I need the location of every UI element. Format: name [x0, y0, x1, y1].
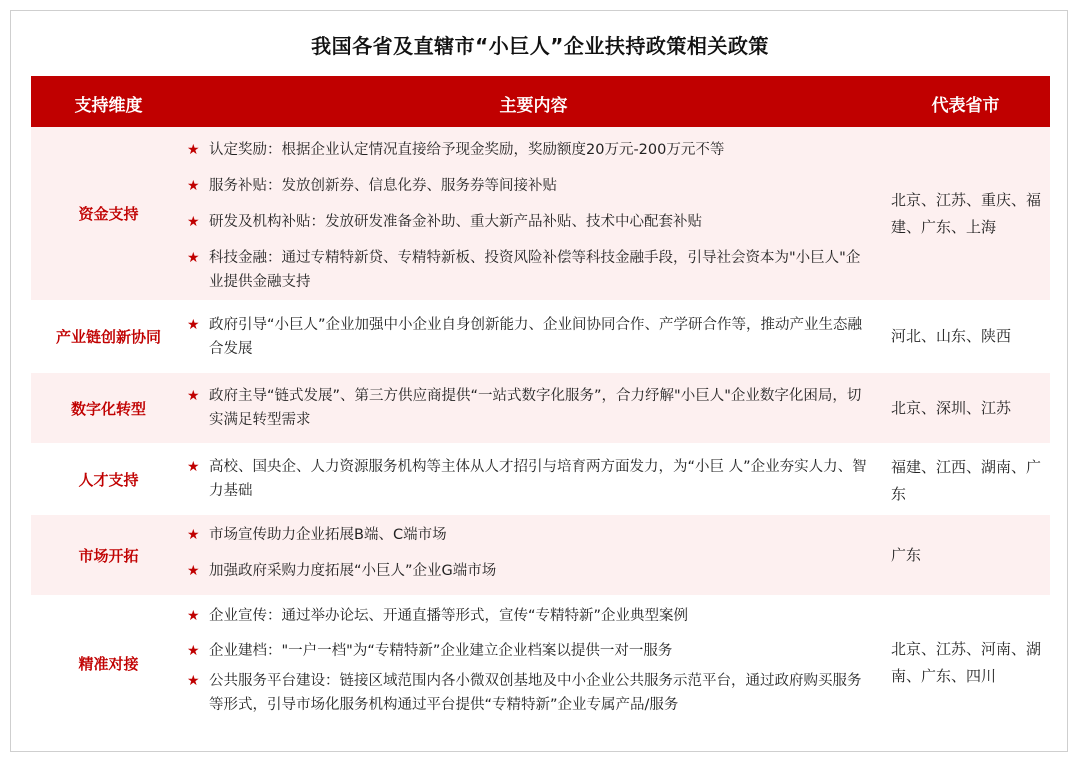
table-row: [31, 596, 1050, 732]
row-provinces: 福建、江西、湖南、广东: [891, 458, 1042, 503]
star-icon: ★: [187, 388, 200, 404]
header-dimension: 支持维度: [74, 96, 143, 116]
list-item-text: 研发及机构补贴：发放研发准备金补助、重大新产品补贴、技术中心配套补贴: [209, 214, 702, 230]
row-content: [187, 604, 867, 717]
row-dimension: 资金支持: [78, 205, 139, 223]
star-icon: ★: [187, 527, 200, 543]
star-icon: ★: [187, 563, 200, 579]
list-item-text: 政府主导“链式发展”、第三方供应商提供“一站式数字化服务”，合力纾解"小巨人"企业数字化困局，切实满足转型需求: [209, 388, 862, 428]
star-icon: ★: [187, 214, 200, 230]
list-item-text: 企业宣传：通过举办论坛、开通直播等形式，宣传“专精特新”企业典型案例: [209, 608, 689, 624]
row-content: [187, 455, 867, 503]
list-item: [187, 523, 867, 547]
star-icon: ★: [187, 142, 200, 158]
star-icon: ★: [187, 250, 200, 266]
list-item: [187, 210, 867, 234]
list-item: [187, 384, 867, 432]
star-icon: ★: [187, 459, 200, 475]
header-content: 主要内容: [499, 96, 568, 116]
table-row: [31, 444, 1050, 515]
list-item: [187, 246, 867, 294]
list-item-text: 公共服务平台建设：链接区域范围内各小微双创基地及中小企业公共服务示范平台，通过政府购买服务等形式，引导市场化服务机构通过平台提供“专精特新”企业专属产品/服务: [209, 673, 862, 713]
row-content: [187, 523, 867, 583]
row-provinces: 河北、山东、陕西: [891, 327, 1012, 345]
row-dimension: 产业链创新协同: [55, 328, 161, 346]
list-item: [187, 455, 867, 503]
list-item: [187, 138, 867, 162]
row-dimension: 数字化转型: [70, 399, 146, 418]
row-provinces: 北京、江苏、重庆、福建、广东、上海: [891, 191, 1042, 236]
table-header: [31, 76, 1050, 127]
list-item-text: 认定奖励：根据企业认定情况直接给予现金奖励，奖励额度20万元-200万元不等: [209, 142, 725, 158]
row-content: [187, 384, 867, 432]
star-icon: ★: [187, 673, 200, 689]
row-content: [187, 313, 867, 361]
list-item: [187, 604, 867, 628]
table-row: [31, 301, 1050, 373]
star-icon: ★: [187, 178, 200, 194]
list-item-text: 科技金融：通过专精特新贷、专精特新板、投资风险补偿等科技金融手段，引导社会资本为"小巨人"企业提供金融支持: [209, 250, 861, 290]
list-item: [187, 174, 867, 198]
header-provinces: 代表省市: [931, 96, 1000, 116]
policy-table: [31, 76, 1050, 732]
list-item: [187, 669, 867, 717]
list-item: [187, 639, 867, 663]
table-row: [31, 127, 1050, 301]
list-item: [187, 313, 867, 361]
table-row: [31, 515, 1050, 596]
list-item-text: 服务补贴：发放创新券、信息化券、服务券等间接补贴: [209, 178, 557, 194]
list-item-text: 市场宣传助力企业拓展B端、C端市场: [209, 527, 447, 543]
row-dimension: 市场开拓: [78, 546, 139, 565]
table-row: [31, 373, 1050, 444]
row-provinces: 广东: [891, 546, 922, 564]
list-item-text: 加强政府采购力度拓展“小巨人”企业G端市场: [209, 563, 497, 579]
page-title: 我国各省及直辖市“小巨人”企业扶持政策相关政策: [311, 34, 769, 58]
row-content: [187, 138, 867, 294]
row-provinces: 北京、江苏、河南、湖南、广东、四川: [891, 640, 1042, 685]
star-icon: ★: [187, 317, 200, 333]
list-item-text: 高校、国央企、人力资源服务机构等主体从人才招引与培育两方面发力，为“小巨 人”企业夯实人力、智力基础: [209, 459, 867, 499]
row-dimension: 精准对接: [78, 655, 139, 673]
row-dimension: 人才支持: [78, 470, 139, 489]
list-item-text: 政府引导“小巨人”企业加强中小企业自身创新能力、企业间协同合作、产学研合作等，推动产业生态融合发展: [209, 317, 863, 357]
list-item: [187, 559, 867, 583]
list-item-text: 企业建档："一户一档"为“专精特新”企业建立企业档案以提供一对一服务: [209, 643, 673, 659]
star-icon: ★: [187, 608, 200, 624]
row-provinces: 北京、深圳、江苏: [891, 399, 1012, 417]
star-icon: ★: [187, 643, 200, 659]
